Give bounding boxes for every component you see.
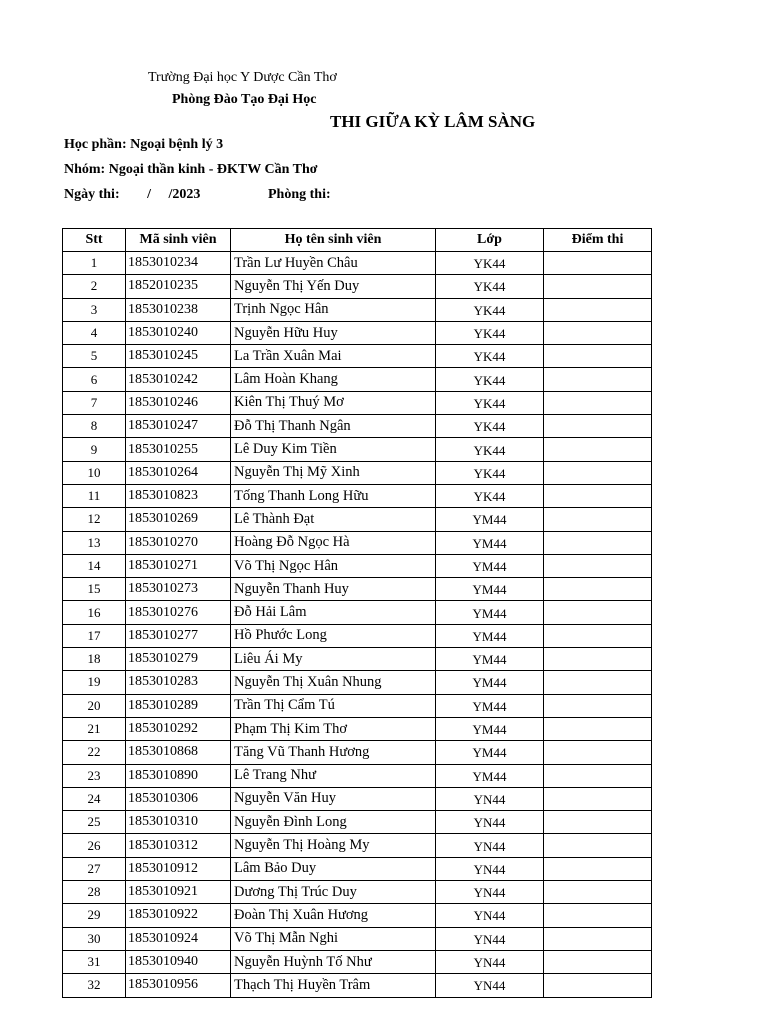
table-row xyxy=(63,857,652,880)
student-id-cell: 1853010283 xyxy=(126,671,231,694)
table-row xyxy=(63,298,652,321)
student-name-cell: Lâm Bảo Duy xyxy=(231,857,436,880)
row-number-cell: 16 xyxy=(63,601,126,624)
class-cell: YK44 xyxy=(436,345,544,368)
table-header-row xyxy=(63,229,652,252)
row-number-cell: 15 xyxy=(63,578,126,601)
row-number-cell: 10 xyxy=(63,461,126,484)
class-cell: YM44 xyxy=(436,508,544,531)
table-row xyxy=(63,461,652,484)
class-cell: YK44 xyxy=(436,298,544,321)
class-cell: YK44 xyxy=(436,321,544,344)
score-cell xyxy=(544,461,652,484)
student-name-cell: Võ Thị Mẫn Nghi xyxy=(231,927,436,950)
row-number-cell: 21 xyxy=(63,717,126,740)
table-row xyxy=(63,834,652,857)
score-cell xyxy=(544,508,652,531)
student-name-cell: Lê Trang Như xyxy=(231,764,436,787)
student-name-cell: Lê Thành Đạt xyxy=(231,508,436,531)
student-name-cell: Nguyễn Đình Long xyxy=(231,811,436,834)
row-number-cell: 11 xyxy=(63,484,126,507)
group-value: Ngoại thần kinh - ĐKTW Cần Thơ xyxy=(108,162,318,177)
course-value: Ngoại bệnh lý 3 xyxy=(130,137,224,152)
class-cell: YM44 xyxy=(436,578,544,601)
class-cell: YN44 xyxy=(436,950,544,973)
table-row xyxy=(63,531,652,554)
row-number-cell: 31 xyxy=(63,950,126,973)
student-id-cell: 1853010310 xyxy=(126,811,231,834)
table-row xyxy=(63,904,652,927)
class-cell: YM44 xyxy=(436,531,544,554)
score-cell xyxy=(544,741,652,764)
exam-date-line xyxy=(64,187,200,203)
student-name-cell: Nguyễn Văn Huy xyxy=(231,787,436,810)
student-id-cell: 1853010270 xyxy=(126,531,231,554)
student-name-cell: Kiên Thị Thuý Mơ xyxy=(231,391,436,414)
student-name-cell: Nguyễn Thanh Huy xyxy=(231,578,436,601)
score-cell xyxy=(544,345,652,368)
score-cell xyxy=(544,391,652,414)
column-header-score: Điểm thi xyxy=(544,229,652,252)
class-cell: YK44 xyxy=(436,252,544,275)
score-cell xyxy=(544,252,652,275)
student-id-cell: 1853010238 xyxy=(126,298,231,321)
table-row xyxy=(63,927,652,950)
student-id-cell: 1853010269 xyxy=(126,508,231,531)
class-cell: YM44 xyxy=(436,671,544,694)
table-row xyxy=(63,950,652,973)
score-cell xyxy=(544,484,652,507)
row-number-cell: 20 xyxy=(63,694,126,717)
student-id-cell: 1853010823 xyxy=(126,484,231,507)
class-cell: YK44 xyxy=(436,391,544,414)
row-number-cell: 26 xyxy=(63,834,126,857)
table-row xyxy=(63,811,652,834)
class-cell: YK44 xyxy=(436,415,544,438)
class-cell: YK44 xyxy=(436,484,544,507)
score-cell xyxy=(544,787,652,810)
student-id-cell: 1853010245 xyxy=(126,345,231,368)
table-row xyxy=(63,508,652,531)
score-cell xyxy=(544,438,652,461)
student-name-cell: Đỗ Hải Lâm xyxy=(231,601,436,624)
student-id-cell: 1853010922 xyxy=(126,904,231,927)
course-line xyxy=(64,137,223,153)
student-id-cell: 1853010242 xyxy=(126,368,231,391)
student-id-cell: 1853010255 xyxy=(126,438,231,461)
student-id-cell: 1853010247 xyxy=(126,415,231,438)
row-number-cell: 1 xyxy=(63,252,126,275)
student-id-cell: 1853010306 xyxy=(126,787,231,810)
score-cell xyxy=(544,368,652,391)
student-name-cell: Võ Thị Ngọc Hân xyxy=(231,554,436,577)
table-body xyxy=(63,252,652,998)
score-cell xyxy=(544,974,652,997)
row-number-cell: 13 xyxy=(63,531,126,554)
class-cell: YK44 xyxy=(436,275,544,298)
table-row xyxy=(63,671,652,694)
student-id-cell: 1853010912 xyxy=(126,857,231,880)
student-id-cell: 1853010312 xyxy=(126,834,231,857)
student-id-cell: 1853010289 xyxy=(126,694,231,717)
student-name-cell: Trần Thị Cẩm Tú xyxy=(231,694,436,717)
score-cell xyxy=(544,275,652,298)
row-number-cell: 7 xyxy=(63,391,126,414)
table-row xyxy=(63,694,652,717)
score-cell xyxy=(544,671,652,694)
class-cell: YN44 xyxy=(436,787,544,810)
student-name-cell: Lê Duy Kim Tiền xyxy=(231,438,436,461)
score-cell xyxy=(544,321,652,344)
class-cell: YM44 xyxy=(436,741,544,764)
group-label: Nhóm: xyxy=(64,162,106,177)
group-line xyxy=(64,162,317,178)
column-header-stt: Stt xyxy=(63,229,126,252)
class-cell: YM44 xyxy=(436,764,544,787)
student-id-cell: 1853010264 xyxy=(126,461,231,484)
student-id-cell: 1853010292 xyxy=(126,717,231,740)
class-cell: YN44 xyxy=(436,974,544,997)
student-id-cell: 1853010240 xyxy=(126,321,231,344)
row-number-cell: 3 xyxy=(63,298,126,321)
student-name-cell: Phạm Thị Kim Thơ xyxy=(231,717,436,740)
student-id-cell: 1853010271 xyxy=(126,554,231,577)
class-cell: YN44 xyxy=(436,904,544,927)
student-id-cell: 1853010279 xyxy=(126,648,231,671)
score-cell xyxy=(544,601,652,624)
class-cell: YN44 xyxy=(436,834,544,857)
score-cell xyxy=(544,811,652,834)
student-name-cell: Hồ Phước Long xyxy=(231,624,436,647)
row-number-cell: 29 xyxy=(63,904,126,927)
row-number-cell: 5 xyxy=(63,345,126,368)
course-label: Học phần: xyxy=(64,137,127,152)
class-cell: YM44 xyxy=(436,694,544,717)
student-name-cell: Nguyễn Hữu Huy xyxy=(231,321,436,344)
table-row xyxy=(63,321,652,344)
student-name-cell: Tăng Vũ Thanh Hương xyxy=(231,741,436,764)
student-id-cell: 1853010273 xyxy=(126,578,231,601)
table-row xyxy=(63,275,652,298)
row-number-cell: 18 xyxy=(63,648,126,671)
row-number-cell: 27 xyxy=(63,857,126,880)
row-number-cell: 4 xyxy=(63,321,126,344)
row-number-cell: 14 xyxy=(63,554,126,577)
score-cell xyxy=(544,881,652,904)
score-cell xyxy=(544,298,652,321)
table-row xyxy=(63,601,652,624)
table-row xyxy=(63,648,652,671)
score-cell xyxy=(544,554,652,577)
student-name-cell: Nguyễn Thị Yến Duy xyxy=(231,275,436,298)
student-id-cell: 1853010940 xyxy=(126,950,231,973)
score-cell xyxy=(544,764,652,787)
score-cell xyxy=(544,578,652,601)
table-row xyxy=(63,554,652,577)
class-cell: YM44 xyxy=(436,717,544,740)
student-id-cell: 1852010235 xyxy=(126,275,231,298)
column-header-student-id: Mã sinh viên xyxy=(126,229,231,252)
score-cell xyxy=(544,415,652,438)
student-name-cell: Tống Thanh Long Hữu xyxy=(231,484,436,507)
score-cell xyxy=(544,624,652,647)
row-number-cell: 17 xyxy=(63,624,126,647)
table-row xyxy=(63,764,652,787)
score-cell xyxy=(544,834,652,857)
row-number-cell: 30 xyxy=(63,927,126,950)
class-cell: YK44 xyxy=(436,438,544,461)
score-cell xyxy=(544,904,652,927)
table-row xyxy=(63,881,652,904)
row-number-cell: 32 xyxy=(63,974,126,997)
document-title: THI GIỮA KỲ LÂM SÀNG xyxy=(330,112,536,131)
student-name-cell: Đoàn Thị Xuân Hương xyxy=(231,904,436,927)
student-name-cell: Trịnh Ngọc Hân xyxy=(231,298,436,321)
student-name-cell: Hoàng Đỗ Ngọc Hà xyxy=(231,531,436,554)
student-name-cell: Đỗ Thị Thanh Ngân xyxy=(231,415,436,438)
table-row xyxy=(63,391,652,414)
exam-room-line xyxy=(268,187,331,203)
row-number-cell: 8 xyxy=(63,415,126,438)
student-id-cell: 1853010277 xyxy=(126,624,231,647)
row-number-cell: 22 xyxy=(63,741,126,764)
student-id-cell: 1853010246 xyxy=(126,391,231,414)
student-id-cell: 1853010276 xyxy=(126,601,231,624)
row-number-cell: 2 xyxy=(63,275,126,298)
class-cell: YN44 xyxy=(436,811,544,834)
class-cell: YM44 xyxy=(436,624,544,647)
student-id-cell: 1853010921 xyxy=(126,881,231,904)
table-row xyxy=(63,787,652,810)
score-cell xyxy=(544,717,652,740)
student-name-cell: Thạch Thị Huyền Trâm xyxy=(231,974,436,997)
row-number-cell: 28 xyxy=(63,881,126,904)
row-number-cell: 24 xyxy=(63,787,126,810)
score-cell xyxy=(544,648,652,671)
student-name-cell: Nguyễn Thị Hoàng My xyxy=(231,834,436,857)
school-name: Trường Đại học Y Dược Cần Thơ xyxy=(148,70,337,85)
row-number-cell: 23 xyxy=(63,764,126,787)
student-id-cell: 1853010924 xyxy=(126,927,231,950)
table-row xyxy=(63,578,652,601)
row-number-cell: 9 xyxy=(63,438,126,461)
student-id-cell: 1853010956 xyxy=(126,974,231,997)
student-name-cell: Lâm Hoàn Khang xyxy=(231,368,436,391)
class-cell: YN44 xyxy=(436,927,544,950)
student-name-cell: Nguyễn Thị Xuân Nhung xyxy=(231,671,436,694)
table-row xyxy=(63,438,652,461)
table-row xyxy=(63,252,652,275)
table-row xyxy=(63,345,652,368)
table-row xyxy=(63,624,652,647)
row-number-cell: 25 xyxy=(63,811,126,834)
student-id-cell: 1853010234 xyxy=(126,252,231,275)
student-id-cell: 1853010890 xyxy=(126,764,231,787)
student-name-cell: La Trần Xuân Mai xyxy=(231,345,436,368)
student-name-cell: Liêu Ái My xyxy=(231,648,436,671)
exam-date-value: / /2023 xyxy=(147,187,201,202)
department-name: Phòng Đào Tạo Đại Học xyxy=(172,92,317,107)
class-cell: YM44 xyxy=(436,554,544,577)
exam-room-label: Phòng thi: xyxy=(268,187,331,202)
table-row xyxy=(63,741,652,764)
column-header-class: Lớp xyxy=(436,229,544,252)
student-table xyxy=(62,228,652,998)
score-cell xyxy=(544,531,652,554)
table-row xyxy=(63,717,652,740)
class-cell: YN44 xyxy=(436,881,544,904)
row-number-cell: 12 xyxy=(63,508,126,531)
score-cell xyxy=(544,857,652,880)
score-cell xyxy=(544,694,652,717)
class-cell: YM44 xyxy=(436,648,544,671)
table-row xyxy=(63,368,652,391)
class-cell: YM44 xyxy=(436,601,544,624)
student-id-cell: 1853010868 xyxy=(126,741,231,764)
student-name-cell: Nguyễn Thị Mỹ Xinh xyxy=(231,461,436,484)
score-cell xyxy=(544,927,652,950)
column-header-student-name: Họ tên sinh viên xyxy=(231,229,436,252)
class-cell: YK44 xyxy=(436,368,544,391)
student-name-cell: Dương Thị Trúc Duy xyxy=(231,881,436,904)
row-number-cell: 19 xyxy=(63,671,126,694)
row-number-cell: 6 xyxy=(63,368,126,391)
exam-date-label: Ngày thi: xyxy=(64,187,120,202)
table-row xyxy=(63,974,652,997)
table-row xyxy=(63,415,652,438)
table-row xyxy=(63,484,652,507)
student-name-cell: Trần Lư Huyền Châu xyxy=(231,252,436,275)
student-name-cell: Nguyễn Huỳnh Tố Như xyxy=(231,950,436,973)
class-cell: YK44 xyxy=(436,461,544,484)
class-cell: YN44 xyxy=(436,857,544,880)
score-cell xyxy=(544,950,652,973)
